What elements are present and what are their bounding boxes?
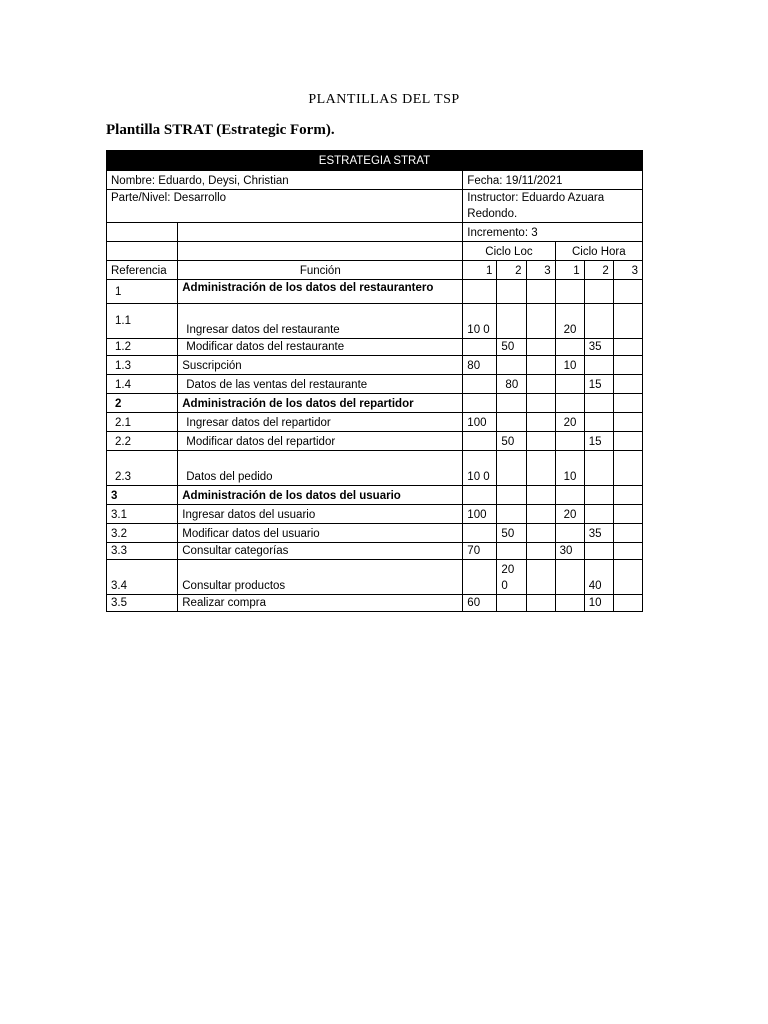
reference-cell: 2.1 <box>107 413 178 432</box>
loc-cell <box>497 543 526 560</box>
hour-cell <box>584 505 613 524</box>
table-row <box>107 339 643 356</box>
hour-cell: 20 <box>555 304 584 339</box>
loc-cell: 80 <box>497 375 526 394</box>
hour-cell <box>584 394 613 413</box>
table-row <box>107 505 643 524</box>
loc-cell <box>526 375 555 394</box>
hour-cell <box>613 304 642 339</box>
table-row <box>107 375 643 394</box>
function-cell: Realizar compra <box>178 595 463 612</box>
loc-cell <box>526 560 555 595</box>
loc-cell <box>463 394 497 413</box>
loc-cell <box>526 486 555 505</box>
reference-cell: 3.3 <box>107 543 178 560</box>
function-cell: Modificar datos del usuario <box>178 524 463 543</box>
reference-cell: 1.1 <box>107 304 178 339</box>
table-row <box>107 413 643 432</box>
loc-cycle-header: Ciclo Loc <box>463 242 555 261</box>
loc-cell <box>526 543 555 560</box>
hour-cell <box>555 280 584 304</box>
hour-cell: 30 <box>555 543 584 560</box>
hour-cell: 10 <box>584 595 613 612</box>
hour-cell: 40 <box>584 560 613 595</box>
loc-cell <box>497 304 526 339</box>
hour-cell <box>555 394 584 413</box>
loc-cell: 60 <box>463 595 497 612</box>
loc-cell <box>497 486 526 505</box>
table-row <box>107 560 643 595</box>
cycle-number: 1 <box>463 261 497 280</box>
cycle-number: 1 <box>555 261 584 280</box>
table-row <box>107 543 643 560</box>
reference-cell: 1.2 <box>107 339 178 356</box>
hour-cell <box>555 486 584 505</box>
loc-cell <box>497 356 526 375</box>
loc-cell <box>526 394 555 413</box>
empty-cell <box>107 223 178 242</box>
hour-cell <box>613 451 642 486</box>
names-cell: Nombre: Eduardo, Deysi, Christian <box>107 171 463 190</box>
loc-cell <box>497 280 526 304</box>
table-row <box>107 356 643 375</box>
hour-cell: 20 <box>555 413 584 432</box>
reference-cell: 3.2 <box>107 524 178 543</box>
function-cell: Ingresar datos del repartidor <box>178 413 463 432</box>
loc-cell <box>497 394 526 413</box>
hour-cell <box>613 505 642 524</box>
hour-cell <box>555 339 584 356</box>
increment-cell: Incremento: 3 <box>463 223 643 242</box>
loc-cell: 80 <box>463 356 497 375</box>
cycle-number: 2 <box>584 261 613 280</box>
loc-cell <box>526 356 555 375</box>
loc-cell: 100 <box>463 413 497 432</box>
reference-cell: 3 <box>107 486 178 505</box>
cycle-number: 3 <box>613 261 642 280</box>
hour-cell: 15 <box>584 432 613 451</box>
hour-cell <box>613 356 642 375</box>
hour-cell <box>555 595 584 612</box>
loc-cell <box>526 505 555 524</box>
loc-cell <box>526 524 555 543</box>
loc-cell: 100 <box>463 505 497 524</box>
hour-cycle-header: Ciclo Hora <box>555 242 642 261</box>
hour-cell <box>613 375 642 394</box>
function-cell: Administración de los datos del usuario <box>178 486 463 505</box>
reference-cell: 1.4 <box>107 375 178 394</box>
hour-cell <box>555 432 584 451</box>
hour-cell <box>613 486 642 505</box>
loc-cell <box>497 505 526 524</box>
loc-cell: 10 0 <box>463 304 497 339</box>
instructor-cell: Instructor: Eduardo Azuara Redondo. <box>463 190 643 223</box>
function-cell: Administración de los datos del repartidor <box>178 394 463 413</box>
hour-cell: 15 <box>584 375 613 394</box>
hour-cell: 10 <box>555 356 584 375</box>
loc-cell: 50 <box>497 432 526 451</box>
function-cell: Datos del pedido <box>178 451 463 486</box>
loc-cell <box>463 432 497 451</box>
reference-cell: 1.3 <box>107 356 178 375</box>
date-cell: Fecha: 19/11/2021 <box>463 171 643 190</box>
hour-cell <box>613 413 642 432</box>
hour-cell <box>555 560 584 595</box>
loc-cell <box>497 413 526 432</box>
loc-cell: 70 <box>463 543 497 560</box>
cycle-number: 2 <box>497 261 526 280</box>
reference-cell: 1 <box>107 280 178 304</box>
hour-cell <box>613 432 642 451</box>
reference-cell: 3.4 <box>107 560 178 595</box>
function-cell: Consultar productos <box>178 560 463 595</box>
empty-cell <box>178 242 463 261</box>
hour-cell <box>613 394 642 413</box>
loc-cell <box>526 451 555 486</box>
loc-cell <box>497 595 526 612</box>
hour-cell <box>584 486 613 505</box>
hour-cell <box>613 280 642 304</box>
hour-cell <box>584 413 613 432</box>
table-row <box>107 486 643 505</box>
function-cell: Ingresar datos del usuario <box>178 505 463 524</box>
function-cell: Modificar datos del restaurante <box>178 339 463 356</box>
loc-cell: 10 0 <box>463 451 497 486</box>
reference-cell: 2.2 <box>107 432 178 451</box>
table-row <box>107 304 643 339</box>
table-row <box>107 432 643 451</box>
reference-cell: 3.5 <box>107 595 178 612</box>
loc-cell <box>463 280 497 304</box>
hour-cell <box>613 560 642 595</box>
hour-cell <box>584 280 613 304</box>
loc-cell <box>526 280 555 304</box>
table-row <box>107 394 643 413</box>
function-cell: Ingresar datos del restaurante <box>178 304 463 339</box>
table-row <box>107 451 643 486</box>
hour-cell <box>584 356 613 375</box>
loc-cell <box>526 304 555 339</box>
hour-cell <box>584 304 613 339</box>
function-header: Función <box>178 261 463 280</box>
function-cell: Datos de las ventas del restaurante <box>178 375 463 394</box>
loc-cell: 50 <box>497 524 526 543</box>
loc-cell <box>463 560 497 595</box>
hour-cell <box>555 375 584 394</box>
function-cell: Suscripción <box>178 356 463 375</box>
part-level-cell: Parte/Nivel: Desarrollo <box>107 190 463 223</box>
empty-cell <box>107 242 178 261</box>
function-cell: Consultar categorías <box>178 543 463 560</box>
page-subtitle: Plantilla STRAT (Estrategic Form). <box>106 122 335 138</box>
loc-cell <box>463 339 497 356</box>
empty-cell <box>178 223 463 242</box>
hour-cell <box>555 524 584 543</box>
reference-header: Referencia <box>107 261 178 280</box>
loc-cell <box>463 375 497 394</box>
hour-cell: 20 <box>555 505 584 524</box>
loc-cell: 50 <box>497 339 526 356</box>
loc-cell <box>526 595 555 612</box>
loc-cell <box>497 451 526 486</box>
reference-cell: 3.1 <box>107 505 178 524</box>
loc-cell <box>526 413 555 432</box>
hour-cell: 10 <box>555 451 584 486</box>
table-row <box>107 280 643 304</box>
loc-cell <box>463 524 497 543</box>
loc-cell <box>526 339 555 356</box>
strat-table <box>106 150 643 612</box>
reference-cell: 2 <box>107 394 178 413</box>
hour-cell <box>613 595 642 612</box>
hour-cell <box>584 451 613 486</box>
loc-cell: 20 0 <box>497 560 526 595</box>
function-cell: Modificar datos del repartidor <box>178 432 463 451</box>
hour-cell: 35 <box>584 339 613 356</box>
hour-cell: 35 <box>584 524 613 543</box>
table-row <box>107 595 643 612</box>
function-cell: Administración de los datos del restaurantero <box>178 280 463 304</box>
reference-cell: 2.3 <box>107 451 178 486</box>
loc-cell <box>463 486 497 505</box>
loc-cell <box>526 432 555 451</box>
cycle-number: 3 <box>526 261 555 280</box>
hour-cell <box>584 543 613 560</box>
table-row <box>107 524 643 543</box>
hour-cell <box>613 339 642 356</box>
page-title: PLANTILLAS DEL TSP <box>308 92 460 107</box>
table-title: ESTRATEGIA STRAT <box>107 151 643 171</box>
hour-cell <box>613 543 642 560</box>
hour-cell <box>613 524 642 543</box>
